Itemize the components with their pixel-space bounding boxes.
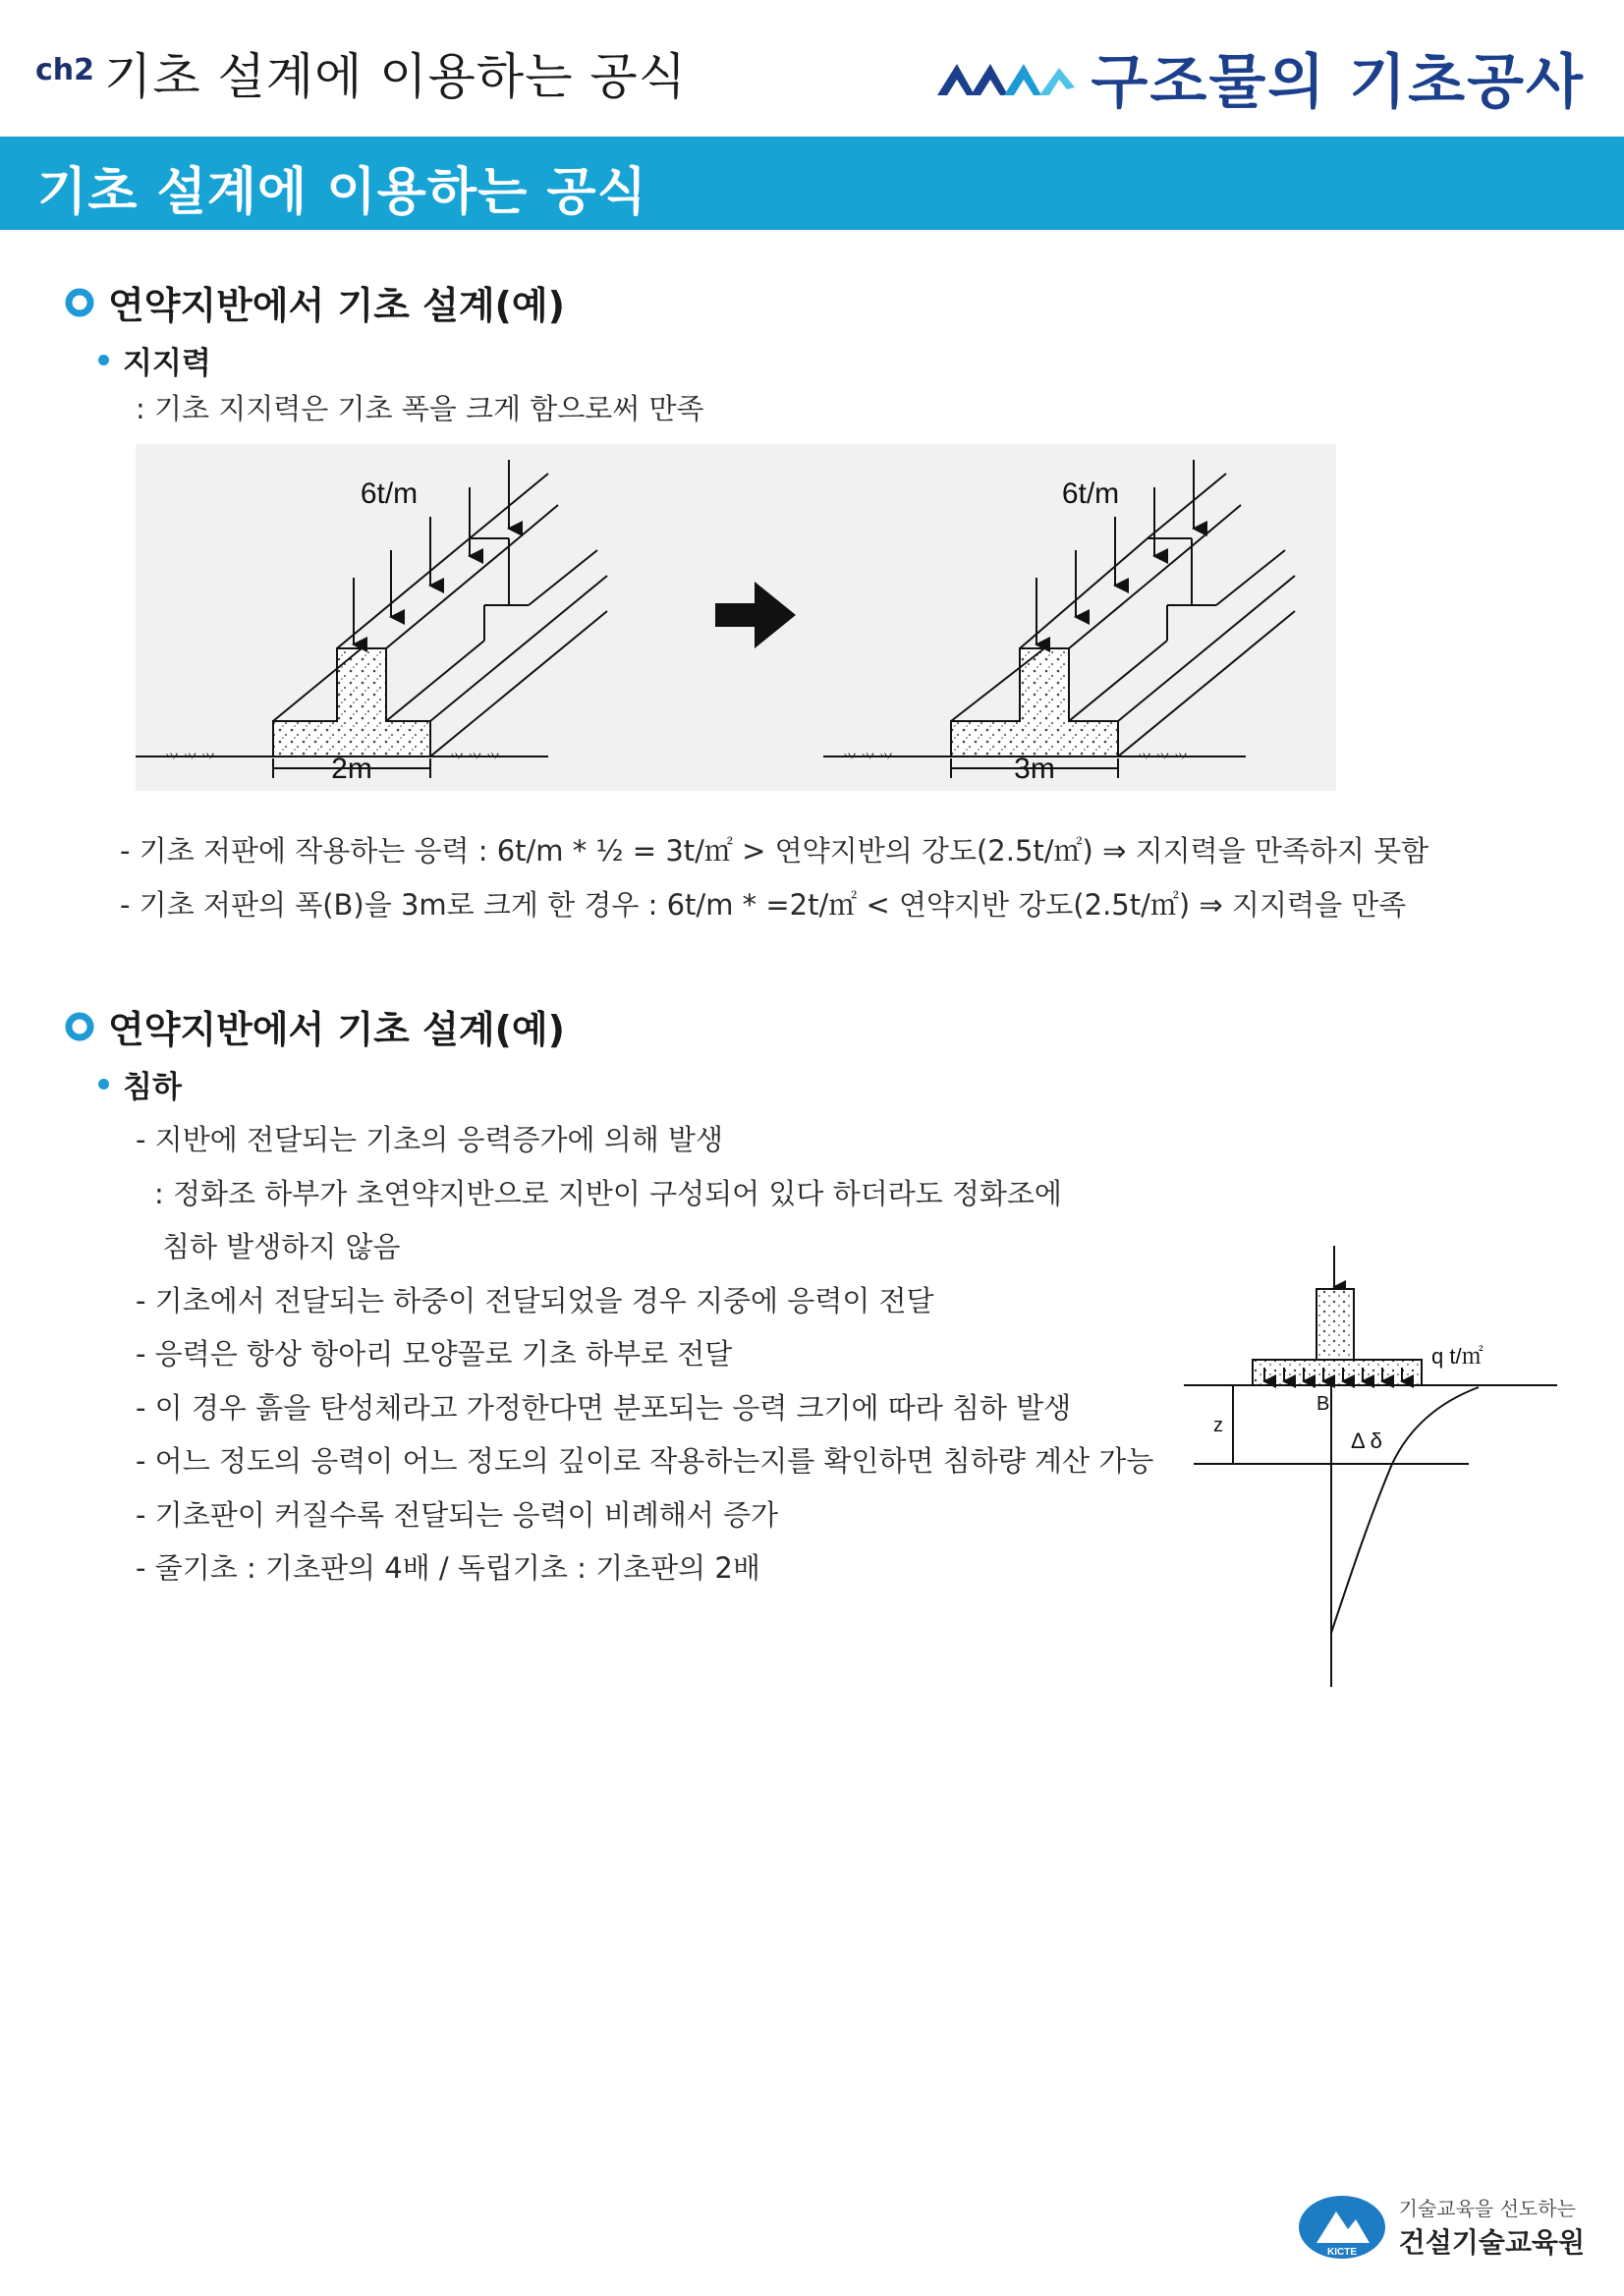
- section2-line: - 지반에 전달되는 기초의 응력증가에 의해 발생: [136, 1123, 724, 1156]
- section1-heading-text: 연약지반에서 기초 설계(예): [108, 284, 565, 327]
- brand-wave-logo-icon: [937, 58, 1075, 97]
- svg-text:⺍ ⺍ ⺍: ⺍ ⺍ ⺍: [1138, 753, 1188, 768]
- section1-line1: : 기초 지지력은 기초 폭을 크게 함으로써 만족: [136, 392, 704, 425]
- title-bar-text: 기초 설계에 이용하는 공식: [37, 163, 647, 222]
- section2-line: 침하 발생하지 않음: [162, 1230, 401, 1263]
- brand-title: 구조물의 기초공사: [1091, 48, 1585, 117]
- section2-line: - 어느 정도의 응력이 어느 정도의 깊이로 작용하는지를 확인하면 침하량 계산 가능: [136, 1444, 1154, 1478]
- width-label-left: 2m: [331, 753, 372, 785]
- section2-bullet: [98, 1062, 182, 1106]
- section2-heading: [65, 999, 565, 1053]
- footer-tagline: 기술교육을 선도하는: [1398, 2197, 1576, 2220]
- svg-text:⺍ ⺍ ⺍: ⺍ ⺍ ⺍: [165, 753, 215, 768]
- section1-note2: - 기초 저판의 폭(B)을 3m로 크게 한 경우 : 6t/m * =2t/㎡ < 연약지반 강도(2.5t/㎡) ⇒ 지지력을 만족: [120, 888, 1407, 922]
- footer-logo: [1297, 2193, 1585, 2261]
- section2-bullet-text: 침하: [123, 1070, 182, 1105]
- section2-line: - 응력은 항상 항아리 모양꼴로 기초 하부로 전달: [136, 1337, 733, 1371]
- section2-line: - 기초판이 커질수록 전달되는 응력이 비례해서 증가: [136, 1498, 779, 1532]
- section1-bullet: [98, 338, 211, 382]
- section1-heading: [65, 275, 565, 329]
- section2-line: : 정화조 하부가 초연약지반으로 지반이 구성되어 있다 하더라도 정화조에: [154, 1177, 1062, 1210]
- right-arrow-icon: [715, 582, 796, 648]
- ring-bullet-icon: [65, 1012, 94, 1041]
- footing-diagram: [136, 444, 1336, 791]
- brand-header: [937, 35, 1585, 120]
- load-label: q t/㎡: [1431, 1344, 1484, 1369]
- chapter-label: ch2: [35, 53, 95, 87]
- chapter-header: [35, 37, 687, 108]
- ring-bullet-icon: [65, 288, 94, 317]
- svg-text:⺍ ⺍ ⺍: ⺍ ⺍ ⺍: [843, 753, 893, 768]
- footing-right: [823, 460, 1295, 778]
- footer-org: 건설기술교육원: [1398, 2226, 1585, 2259]
- load-label-left: 6t/m: [360, 477, 419, 510]
- section1-note1: - 기초 저판에 작용하는 응력 : 6t/m * ½ = 3t/㎡ > 연약지반의 강도(2.5t/㎡) ⇒ 지지력을 만족하지 못함: [120, 834, 1429, 868]
- kicte-emblem-icon: [1297, 2194, 1387, 2261]
- depth-z-label: z: [1213, 1415, 1223, 1436]
- section2-heading-text: 연약지반에서 기초 설계(예): [108, 1008, 565, 1051]
- footing-width-figure: [136, 444, 1336, 791]
- delta-label: Δ δ: [1351, 1428, 1382, 1453]
- settlement-figure: [1174, 1240, 1567, 1692]
- settlement-diagram: [1174, 1240, 1567, 1692]
- load-label-right: 6t/m: [1061, 477, 1120, 510]
- section2-line: - 이 경우 흙을 탄성체라고 가정한다면 분포되는 응력 크기에 따라 침하 발생: [136, 1391, 1072, 1425]
- width-label-right: 3m: [1014, 753, 1055, 785]
- section1-bullet-text: 지지력: [123, 346, 211, 381]
- dot-bullet-icon: [98, 1079, 109, 1090]
- title-bar: [0, 137, 1624, 230]
- emblem-text: KICTE: [1326, 2246, 1357, 2258]
- chapter-title: 기초 설계에 이용하는 공식: [104, 48, 687, 105]
- section2-line: - 줄기초 : 기초판의 4배 / 독립기초 : 기초판의 2배: [136, 1551, 760, 1585]
- width-b-label: B: [1316, 1393, 1330, 1415]
- section2-line: - 기초에서 전달되는 하중이 전달되었을 경우 지중에 응력이 전달: [136, 1284, 934, 1317]
- svg-text:⺍ ⺍ ⺍: ⺍ ⺍ ⺍: [450, 753, 500, 768]
- dot-bullet-icon: [98, 355, 109, 365]
